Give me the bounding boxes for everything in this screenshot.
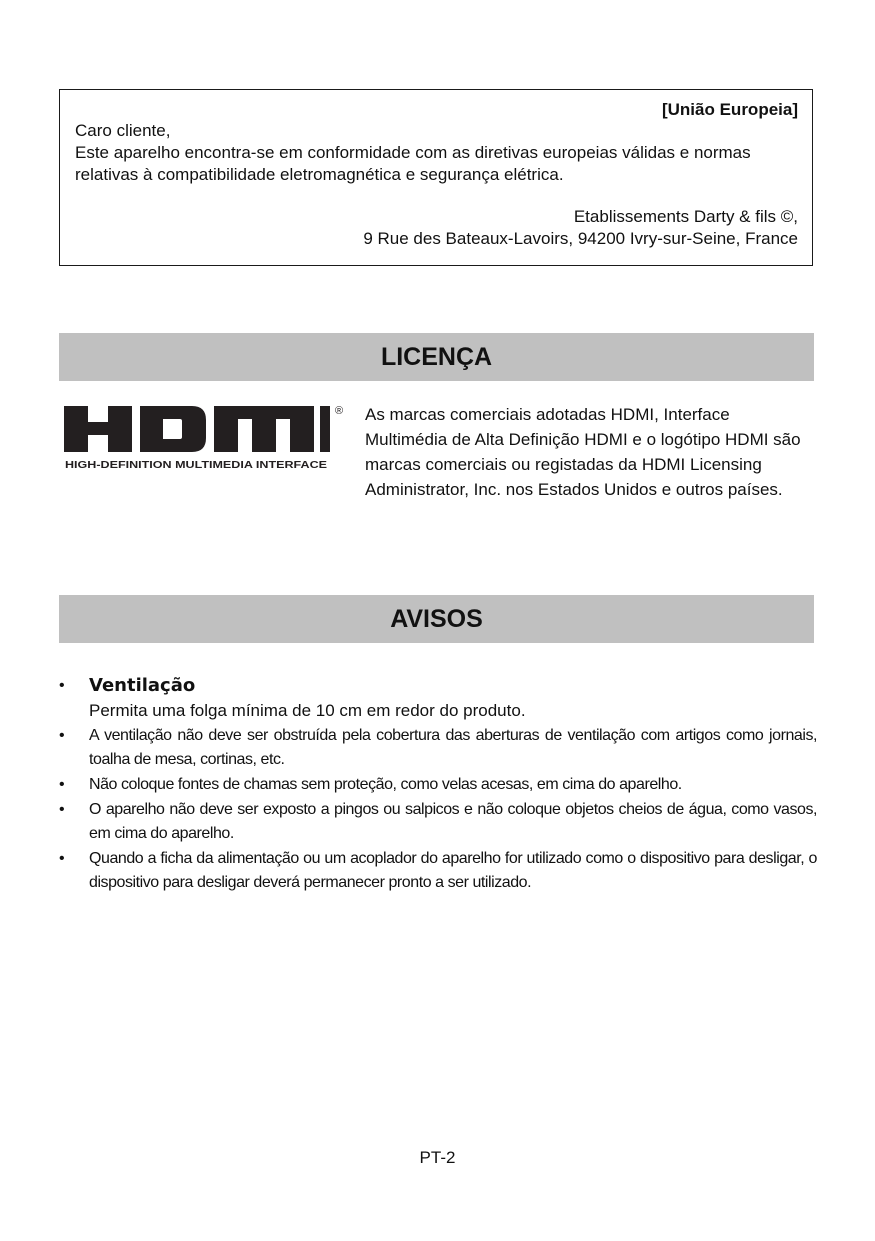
list-item — [59, 847, 817, 895]
eu-address: 9 Rue des Bateaux-Lavoirs, 94200 Ivry-sur-Seine, France — [363, 229, 798, 248]
bullet: • — [59, 850, 65, 867]
list-item — [59, 724, 817, 772]
hdmi-logo-tagline: HIGH-DEFINITION MULTIMEDIA INTERFACE — [65, 460, 328, 471]
warnings-list — [59, 673, 817, 895]
bullet: • — [59, 801, 65, 818]
warning-text: Não coloque fontes de chamas sem proteção, como velas acesas, em cima do aparelho. — [89, 776, 682, 793]
eu-statement: Este aparelho encontra-se em conformidade com as diretivas europeias válidas e normas relativas à compatibilidade eletromagnética e segurança elétrica. — [75, 143, 751, 184]
registered-mark: ® — [335, 405, 344, 417]
bullet: • — [59, 727, 65, 744]
eu-conformity-notice — [59, 89, 813, 266]
warning-text: O aparelho não deve ser exposto a pingos ou salpicos e não coloque objetos cheios de água, como vasos, em cima do aparelho. — [89, 801, 817, 842]
eu-region-label: [União Europeia] — [661, 100, 798, 119]
hdmi-logo — [62, 404, 350, 474]
hdmi-logo-mark — [64, 406, 330, 452]
license-text: As marcas comerciais adotadas HDMI, Interface Multimédia de Alta Definição HDMI e o logótipo HDMI são marcas comerciais ou registadas da HDMI Licensing Administrator, Inc. nos Estados Unidos e outros países. — [365, 405, 801, 499]
ventilation-text: Permita uma folga mínima de 10 cm em redor do produto. — [89, 701, 526, 720]
list-item — [59, 798, 817, 846]
ventilation-title: Ventilação — [89, 675, 196, 696]
eu-manufacturer — [363, 206, 798, 250]
eu-notice-body — [75, 120, 795, 186]
license-heading: LICENÇA — [59, 333, 814, 381]
warning-text: A ventilação não deve ser obstruída pela cobertura das aberturas de ventilação com artigos como jornais, toalha de mesa, cortinas, etc. — [89, 727, 817, 768]
bullet: • — [59, 776, 65, 793]
list-item — [59, 773, 817, 797]
warning-text: Quando a ficha da alimentação ou um acoplador do aparelho for utilizado como o dispositivo para desligar, o dispositivo para desligar deverá permanecer pronto a ser utilizado. — [89, 850, 817, 891]
eu-greeting: Caro cliente, — [75, 121, 171, 140]
list-item-ventilation — [59, 673, 817, 723]
page-number: PT-2 — [419, 1148, 456, 1167]
eu-company: Etablissements Darty & fils ©, — [573, 207, 798, 226]
warnings-heading: AVISOS — [59, 595, 814, 643]
bullet: • — [59, 677, 65, 694]
